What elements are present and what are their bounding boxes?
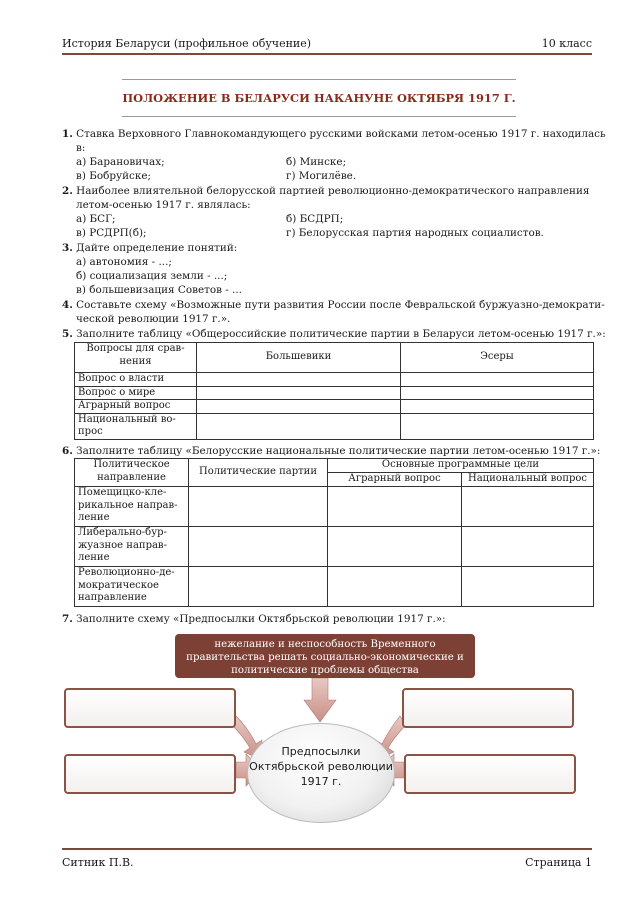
q1-text: 1. Ставка Верховного Главнокомандующего русскими войсками летом-осенью 1917 г. находилась — [62, 128, 606, 140]
q2-option-c: в) РСДРП(б); — [76, 227, 147, 239]
q3-text: 3. Дайте определение понятий: — [62, 242, 238, 254]
row-label: Аграрный вопрос — [75, 400, 197, 414]
footer-page-number: Страница 1 — [525, 856, 592, 869]
q1-option-b: б) Минске; — [286, 156, 347, 168]
row-label: Помещицко-кле-рикальное направ-ление — [75, 487, 189, 527]
q4-cont: ческой революции 1917 г.». — [76, 313, 231, 325]
q5-text: 5. Заполните таблицу «Общероссийские политические партии в Беларуси летом-осенью 1917 г.»: — [62, 328, 606, 340]
row-label: Либерально-бур-жуазное направ-ление — [75, 527, 189, 567]
q6-header-parties: Политические партии — [189, 459, 328, 487]
q4-text: 4. Составьте схему «Возможные пути развития России после Февральской буржуазно-демократи- — [62, 299, 605, 311]
q6-header-direction: Политическое направление — [75, 459, 189, 487]
q6-text: 6. Заполните таблицу «Белорусские национальные политические партии летом-осенью 1917 г.»: — [62, 445, 601, 457]
q5-header-questions: Вопросы для срав-нения — [75, 343, 197, 373]
q5-header-esery: Эсеры — [401, 343, 594, 373]
row-label: Вопрос о мире — [75, 386, 197, 400]
row-label: Революционно-де-мократическое направление — [75, 567, 189, 607]
q3-item-a: а) автономия - ...; — [76, 256, 172, 268]
q6-header-agrarian: Аграрный вопрос — [328, 473, 462, 487]
page-footer — [62, 848, 592, 870]
row-label: Национальный во-прос — [75, 413, 197, 439]
q1-option-a: а) Барановичах; — [76, 156, 165, 168]
page-title: ПОЛОЖЕНИЕ В БЕЛАРУСИ НАКАНУНЕ ОКТЯБРЯ 1917 Г. — [122, 91, 516, 105]
q1-cont: в: — [76, 142, 86, 154]
q2-option-b: б) БСДРП; — [286, 213, 344, 225]
scheme-empty-box-lower-right[interactable] — [404, 754, 576, 794]
q1-option-d: г) Могилёве. — [286, 170, 357, 182]
q2-option-d: г) Белорусская партия народных социалистов. — [286, 227, 544, 239]
q2-text: 2. Наиболее влиятельной белорусской партией революционно-демократического направления — [62, 185, 590, 197]
q5-header-bolsheviks: Большевики — [197, 343, 401, 373]
row-label: Вопрос о власти — [75, 373, 197, 387]
scheme-top-box: нежелание и неспособность Временного правительства решать социально-экономические и политические проблемы общества — [175, 634, 475, 678]
scheme-empty-box-lower-left[interactable] — [64, 754, 236, 794]
footer-author: Ситник П.В. — [62, 856, 134, 869]
header-grade: 10 класс — [541, 37, 592, 50]
q6-header-national: Национальный вопрос — [462, 473, 594, 487]
header-subject: История Беларуси (профильное обучение) — [62, 37, 312, 50]
q7-text: 7. Заполните схему «Предпосылки Октябрьской революции 1917 г.»: — [62, 613, 446, 625]
arrow-top — [304, 678, 336, 722]
q2-option-a: а) БСГ; — [76, 213, 116, 225]
q2-cont: летом-осенью 1917 г. являлась: — [76, 199, 251, 211]
q3-item-b: б) социализация земли - ...; — [76, 270, 228, 282]
scheme-center-oval: Предпосылки Октябрьской революции 1917 г. — [247, 723, 395, 823]
q1-option-c: в) Бобруйске; — [76, 170, 152, 182]
scheme-empty-box-upper-left[interactable] — [64, 688, 236, 728]
q6-header-goals: Основные программные цели — [328, 459, 594, 473]
scheme-empty-box-upper-right[interactable] — [402, 688, 574, 728]
q3-item-c: в) большевизация Советов - ... — [76, 284, 242, 296]
